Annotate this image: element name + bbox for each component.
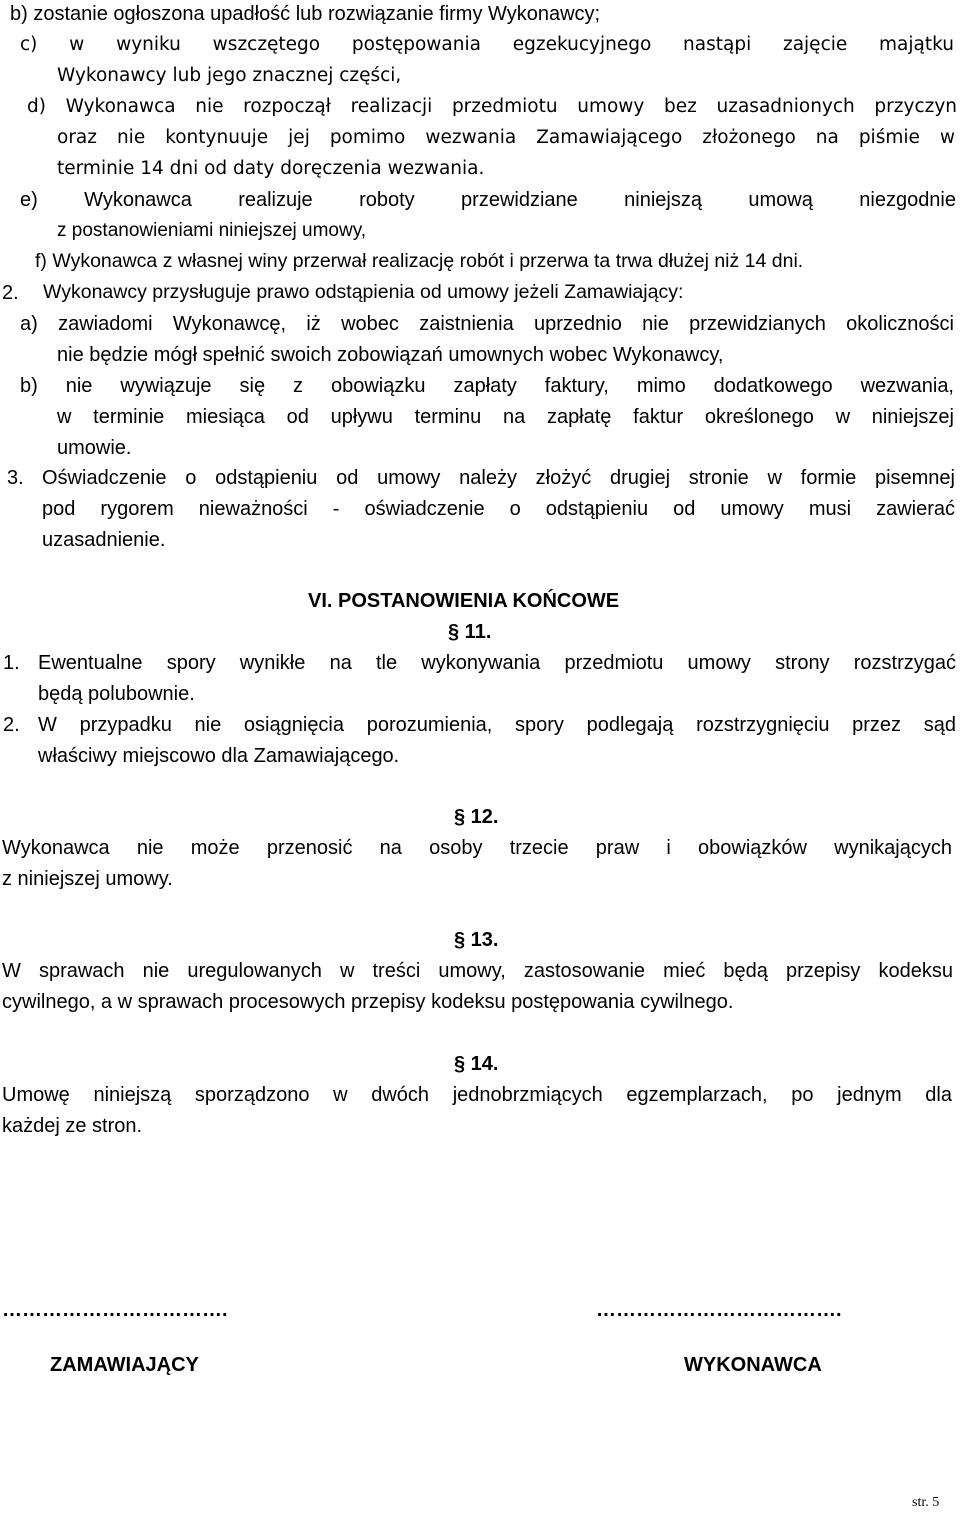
text-line: W przypadku nie osiągnięcia porozumienia, spory podlegają rozstrzygnięciu przez sąd: [38, 714, 956, 736]
list-number: 3.: [7, 467, 24, 489]
text-line: Ewentualne spory wynikłe na tle wykonywania przedmiotu umowy strony rozstrzygać: [38, 652, 956, 674]
signature-label-left: ZAMAWIAJĄCY: [50, 1354, 199, 1376]
text-line: każdej ze stron.: [2, 1115, 143, 1137]
text-line: b) zostanie ogłoszona upadłość lub rozwiązanie firmy Wykonawcy;: [10, 3, 601, 25]
list-number: 1.: [3, 652, 20, 674]
text-line: z postanowieniami niniejszej umowy,: [57, 220, 367, 241]
paragraph-heading: § 11.: [448, 621, 492, 643]
page-number: str. 5: [912, 1495, 940, 1510]
text-line: e) Wykonawca realizuje roboty przewidziane niniejszą umową niezgodnie: [20, 189, 956, 211]
text-line: W sprawach nie uregulowanych w treści umowy, zastosowanie mieć będą przepisy kodeksu: [2, 960, 953, 982]
text-line: Wykonawcy lub jego znacznej części,: [57, 65, 402, 86]
text-line: uzasadnienie.: [42, 529, 166, 551]
paragraph-heading: § 12.: [454, 806, 499, 828]
text-line: właściwy miejscowo dla Zamawiającego.: [38, 745, 400, 767]
text-line: Wykonawca nie może przenosić na osoby trzecie praw i obowiązków wynikających: [2, 837, 952, 859]
text-line: b) nie wywiązuje się z obowiązku zapłaty faktury, mimo dodatkowego wezwania,: [20, 375, 954, 397]
paragraph-heading: § 13.: [454, 929, 499, 951]
list-number: 2.: [3, 714, 20, 736]
text-line: z niniejszej umowy.: [2, 868, 173, 890]
signature-line-left: …………………………….: [2, 1299, 228, 1321]
signature-line-right: ……………………………….: [596, 1299, 842, 1321]
text-line: d) Wykonawca nie rozpoczął realizacji przedmiotu umowy bez uzasadnionych przyczyn: [27, 96, 957, 117]
text-line: w terminie miesiąca od upływu terminu na zapłatę faktur określonego w niniejszej: [57, 406, 954, 428]
paragraph-heading: § 14.: [454, 1053, 499, 1075]
text-line: terminie 14 dni od daty doręczenia wezwania.: [57, 158, 485, 179]
text-line: cywilnego, a w sprawach procesowych przepisy kodeksu postępowania cywilnego.: [2, 991, 734, 1013]
text-line: Oświadczenie o odstąpieniu od umowy należy złożyć drugiej stronie w formie pisemnej: [42, 467, 955, 489]
text-line: f) Wykonawca z własnej winy przerwał realizację robót i przerwa ta trwa dłużej niż 14 dni.: [35, 250, 804, 272]
text-line: oraz nie kontynuuje jej pomimo wezwania Zamawiającego złożonego na piśmie w: [57, 127, 955, 148]
signature-label-right: WYKONAWCA: [684, 1354, 822, 1376]
text-line: umowie.: [57, 437, 132, 459]
list-number: 2.: [2, 282, 19, 304]
text-line: Umowę niniejszą sporządzono w dwóch jednobrzmiących egzemplarzach, po jednym dla: [2, 1084, 952, 1106]
text-line: c) w wyniku wszczętego postępowania egzekucyjnego nastąpi zajęcie majątku: [20, 34, 954, 55]
text-line: Wykonawcy przysługuje prawo odstąpienia od umowy jeżeli Zamawiający:: [43, 281, 684, 303]
text-line: a) zawiadomi Wykonawcę, iż wobec zaistnienia uprzednio nie przewidzianych okoliczności: [20, 313, 954, 335]
text-line: nie będzie mógł spełnić swoich zobowiązań umownych wobec Wykonawcy,: [57, 344, 724, 366]
section-heading: VI. POSTANOWIENIA KOŃCOWE: [308, 590, 620, 612]
text-line: będą polubownie.: [38, 683, 195, 705]
text-line: pod rygorem nieważności - oświadczenie o odstąpieniu od umowy musi zawierać: [42, 498, 955, 520]
